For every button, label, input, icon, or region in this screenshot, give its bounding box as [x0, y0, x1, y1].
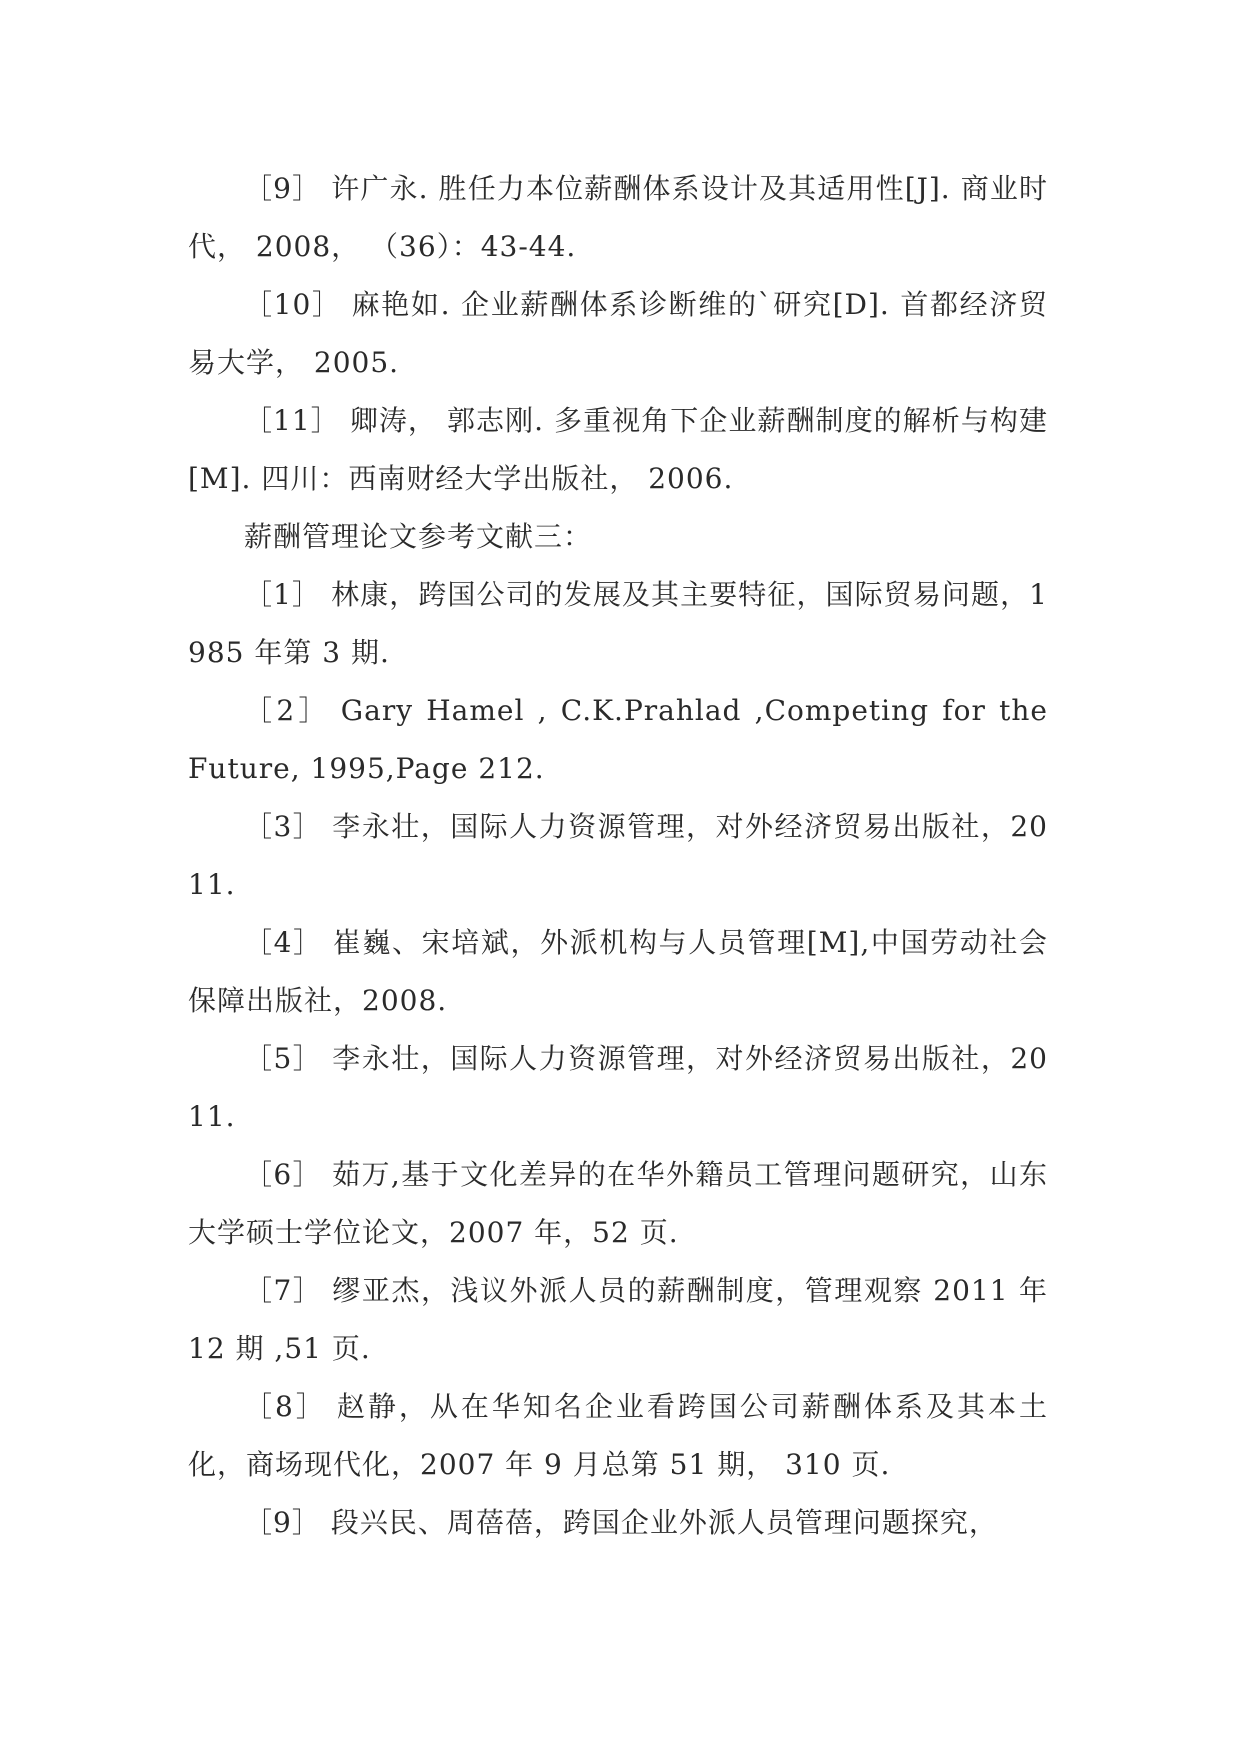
reference-text: 赵静，从在华知名企业看跨国公司薪酬体系及其本土化，商场现代化，2007 年 9 月总第 51 期， 310 页.	[188, 1390, 1048, 1481]
reference-number: ［6］	[244, 1158, 323, 1191]
reference-text: 李永壮，国际人力资源管理，对外经济贸易出版社，2011.	[188, 1042, 1048, 1133]
reference-entry	[188, 1378, 1048, 1494]
reference-text: 茹万,基于文化差异的在华外籍员工管理问题研究，山东大学硕士学位论文，2007 年，52 页.	[188, 1158, 1048, 1249]
section-heading-text: 薪酬管理论文参考文献三：	[244, 520, 593, 553]
reference-text: 麻艳如. 企业薪酬体系诊断维的`研究[D]. 首都经济贸易大学， 2005.	[188, 288, 1048, 379]
reference-entry	[188, 1146, 1048, 1262]
reference-entry	[188, 566, 1048, 682]
reference-entry	[188, 276, 1048, 392]
reference-number: ［7］	[244, 1274, 323, 1307]
reference-text: 林康，跨国公司的发展及其主要特征，国际贸易问题，1985 年第 3 期.	[188, 578, 1048, 669]
document-body	[188, 160, 1048, 1552]
reference-number: ［8］	[244, 1390, 327, 1423]
reference-number: ［5］	[244, 1042, 323, 1075]
reference-number: ［4］	[244, 926, 323, 959]
reference-entry	[188, 1262, 1048, 1378]
reference-number: ［10］	[244, 288, 342, 321]
reference-number: ［9］	[244, 1506, 321, 1539]
reference-entry	[188, 914, 1048, 1030]
reference-number: ［3］	[244, 810, 323, 843]
reference-entry	[188, 1494, 1048, 1552]
reference-number: ［9］	[244, 172, 322, 205]
reference-text: 缪亚杰，浅议外派人员的薪酬制度，管理观察 2011 年 12 期 ,51 页.	[188, 1274, 1048, 1365]
reference-number: ［1］	[244, 578, 322, 611]
reference-number: ［11］	[244, 404, 340, 437]
reference-entry	[188, 392, 1048, 508]
reference-text: 卿涛， 郭志刚. 多重视角下企业薪酬制度的解析与构建[M]. 四川：西南财经大学出版社， 2006.	[188, 404, 1048, 495]
reference-entry	[188, 160, 1048, 276]
reference-entry	[188, 798, 1048, 914]
section-heading	[188, 508, 1048, 566]
reference-text: 李永壮，国际人力资源管理，对外经济贸易出版社，2011.	[188, 810, 1048, 901]
reference-text: 许广永. 胜任力本位薪酬体系设计及其适用性[J]. 商业时代， 2008， （36）：43-44.	[188, 172, 1048, 263]
reference-entry	[188, 1030, 1048, 1146]
reference-number: ［2］	[244, 694, 331, 727]
reference-entry	[188, 682, 1048, 798]
reference-text: 崔巍、宋培斌，外派机构与人员管理[M],中国劳动社会保障出版社，2008.	[188, 926, 1048, 1017]
reference-text: 段兴民、周蓓蓓，跨国企业外派人员管理问题探究，	[330, 1506, 998, 1539]
reference-text: Gary Hamel , C.K.Prahlad ,Competing for the Future, 1995,Page 212.	[188, 694, 1048, 785]
